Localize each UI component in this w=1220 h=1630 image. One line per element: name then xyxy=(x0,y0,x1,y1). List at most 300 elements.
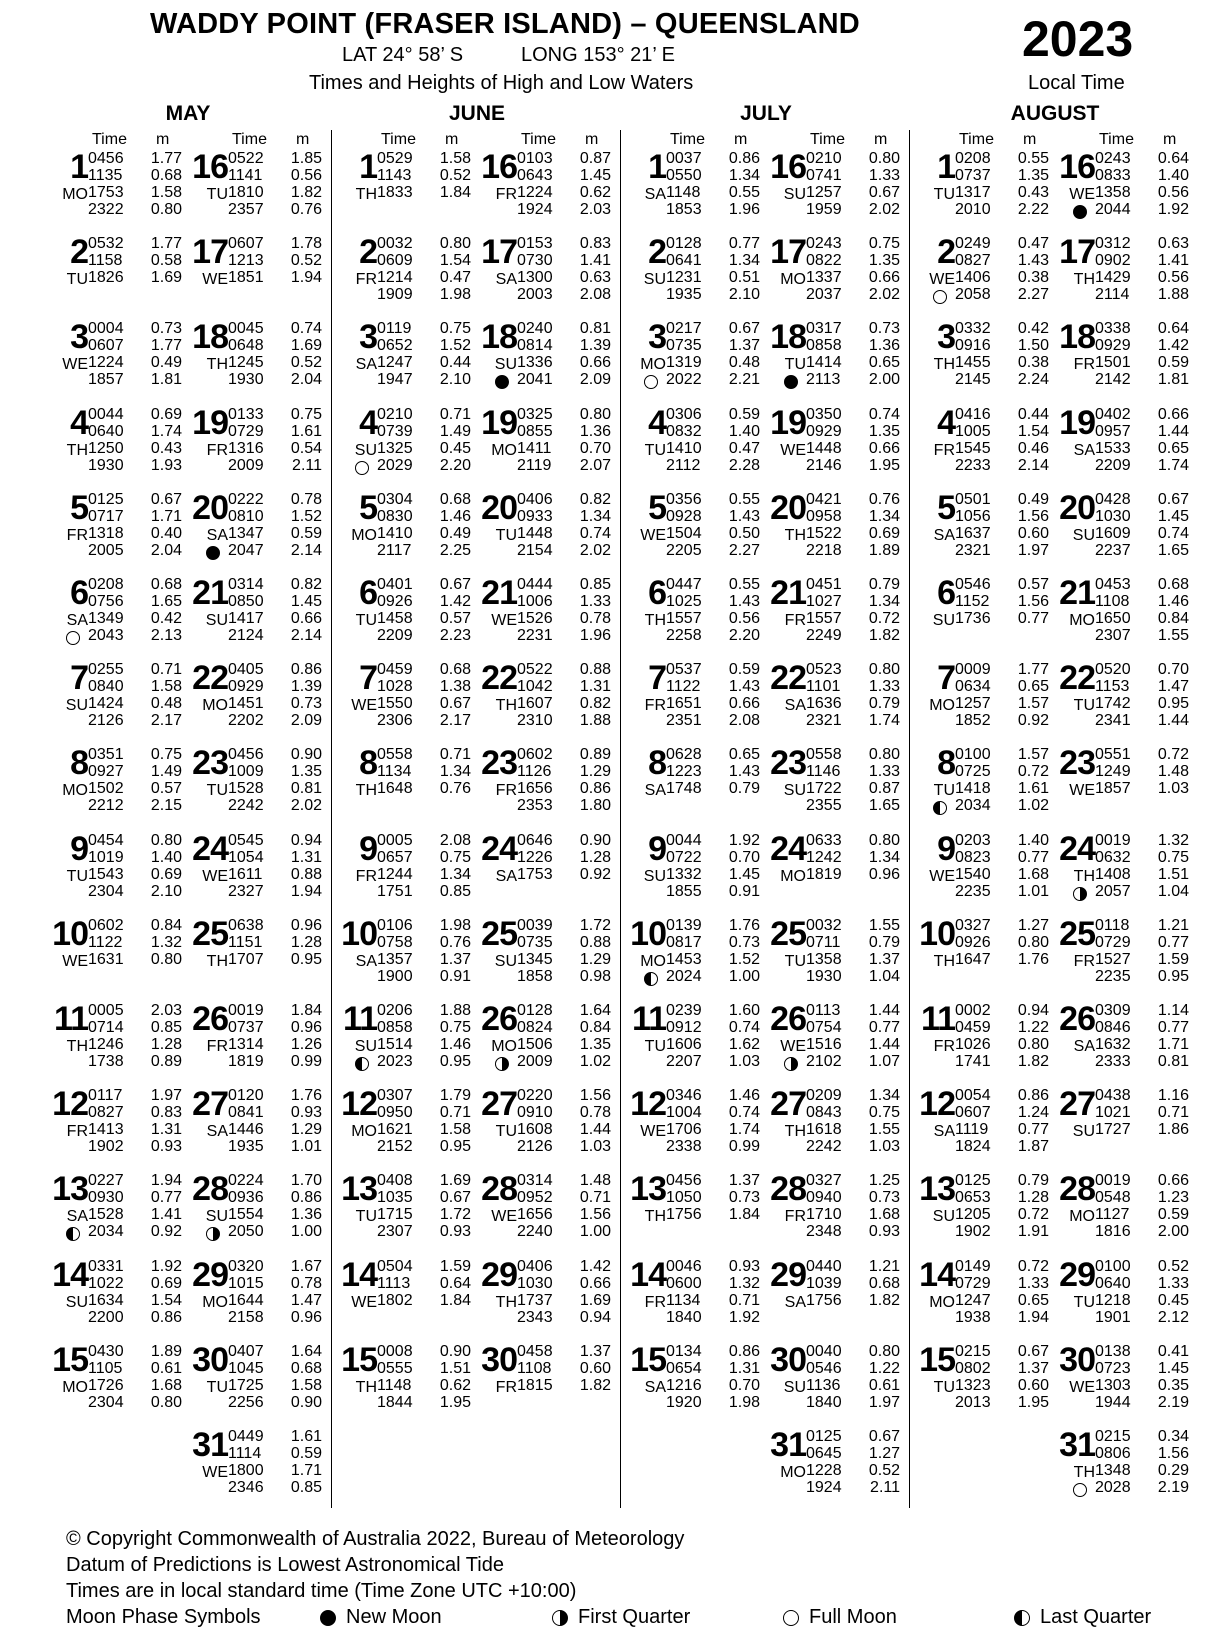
tide-time: 2249 xyxy=(806,627,842,644)
tide-time: 1947 xyxy=(377,371,413,389)
day-entry xyxy=(52,830,190,912)
tide-reading xyxy=(1095,286,1195,303)
tide-reading xyxy=(88,269,188,286)
tide-height: 1.48 xyxy=(1157,763,1189,781)
tide-height: 1.51 xyxy=(439,1359,471,1377)
tide-height: 0.43 xyxy=(150,439,182,457)
tide-reading xyxy=(377,1223,477,1240)
day-number: 20 xyxy=(1059,488,1095,527)
tide-reading xyxy=(955,371,1055,388)
tide-reading xyxy=(955,883,1055,900)
tide-reading xyxy=(228,1462,328,1479)
day-number: 22 xyxy=(1059,659,1095,698)
tide-time: 0327 xyxy=(955,916,991,934)
year-label: 2023 xyxy=(1022,11,1134,67)
tide-height: 0.67 xyxy=(868,184,900,201)
tide-time: 2145 xyxy=(955,371,991,389)
tide-reading xyxy=(377,1019,477,1036)
tide-time: 0317 xyxy=(806,320,842,338)
tide-reading xyxy=(806,1087,906,1104)
tide-height: 0.67 xyxy=(868,1428,900,1445)
tide-reading xyxy=(1095,1172,1195,1189)
day-number: 5 xyxy=(648,488,666,527)
tide-height: 0.84 xyxy=(1157,610,1189,627)
day-entry xyxy=(52,1170,190,1252)
tide-reading xyxy=(517,1172,617,1189)
tide-reading xyxy=(228,184,328,201)
tide-height: 1.43 xyxy=(728,593,760,610)
tide-height: 1.68 xyxy=(1017,865,1049,883)
tide-time: 0827 xyxy=(88,1104,124,1122)
tide-height: 0.98 xyxy=(579,967,611,985)
tide-height: 1.76 xyxy=(290,1087,322,1105)
tide-height: 1.39 xyxy=(290,678,322,696)
day-entry xyxy=(192,404,330,486)
tide-height: 1.28 xyxy=(150,1036,182,1053)
tide-height: 0.57 xyxy=(1017,576,1049,593)
tide-reading xyxy=(88,1104,188,1121)
tide-height: 1.84 xyxy=(728,1206,760,1224)
tide-height: 0.68 xyxy=(1157,576,1189,593)
tide-time: 1753 xyxy=(517,865,553,883)
tide-time: 0646 xyxy=(517,831,553,849)
tide-reading xyxy=(228,1002,328,1019)
tide-height: 0.85 xyxy=(579,576,611,593)
tide-height: 2.25 xyxy=(439,541,471,559)
tide-height: 0.90 xyxy=(439,1342,471,1360)
tide-time: 0546 xyxy=(955,576,991,593)
tide-height: 1.34 xyxy=(728,252,760,270)
day-number: 31 xyxy=(770,1426,806,1464)
month-name: JULY xyxy=(740,102,792,125)
tide-reading xyxy=(1095,780,1195,797)
tide-time: 1526 xyxy=(517,610,553,627)
tide-height: 0.70 xyxy=(728,848,760,866)
tide-height: 1.28 xyxy=(1017,1189,1049,1207)
tide-height: 1.01 xyxy=(290,1138,322,1156)
tide-height: 0.81 xyxy=(290,780,322,798)
tide-time: 1030 xyxy=(517,1274,553,1292)
tide-height: 1.39 xyxy=(579,337,611,355)
day-number: 1 xyxy=(359,148,377,186)
weekday-label: TH xyxy=(355,186,377,203)
tide-reading xyxy=(806,1292,906,1309)
tide-height: 0.80 xyxy=(150,831,182,849)
tide-height: 1.76 xyxy=(728,916,760,934)
tide-height: 1.72 xyxy=(439,1206,471,1224)
tide-height: 1.34 xyxy=(728,167,760,184)
tide-time: 1528 xyxy=(228,780,264,798)
tide-height: 1.21 xyxy=(1157,916,1189,934)
tide-reading xyxy=(517,1019,617,1036)
day-number: 23 xyxy=(481,744,517,783)
tide-height: 1.62 xyxy=(728,1036,760,1053)
tide-reading xyxy=(517,917,617,934)
tide-height: 1.58 xyxy=(290,1376,322,1394)
tide-time: 0754 xyxy=(806,1019,842,1036)
tide-time: 0005 xyxy=(88,1002,124,1019)
day-number: 28 xyxy=(481,1170,517,1209)
tide-reading xyxy=(955,866,1055,883)
tide-time: 1424 xyxy=(88,695,124,713)
tide-time: 2142 xyxy=(1095,371,1131,389)
tide-height: 1.58 xyxy=(439,150,471,167)
tide-time: 0002 xyxy=(955,1002,991,1019)
tide-reading xyxy=(517,593,617,610)
tide-height: 0.66 xyxy=(868,439,900,457)
tide-reading xyxy=(955,235,1055,252)
tide-height: 0.49 xyxy=(150,354,182,372)
tide-time: 1935 xyxy=(228,1138,264,1156)
tide-time: 1218 xyxy=(1095,1291,1131,1309)
tide-time: 0106 xyxy=(377,916,413,934)
tide-time: 0456 xyxy=(666,1172,702,1190)
copyright-note: © Copyright Commonwealth of Australia 2022, Bureau of Meteorology xyxy=(66,1528,685,1550)
day-entry xyxy=(1059,659,1197,741)
weekday-label: FR xyxy=(495,1378,517,1396)
tide-height: 0.93 xyxy=(439,1223,471,1241)
tide-time: 1742 xyxy=(1095,695,1131,713)
tide-time: 0930 xyxy=(88,1189,124,1207)
first-quarter-moon-icon xyxy=(552,1610,568,1626)
tide-time: 1153 xyxy=(1095,678,1130,696)
tide-reading xyxy=(88,780,188,797)
tide-time: 2113 xyxy=(806,371,841,389)
tide-time: 0451 xyxy=(806,576,842,593)
tide-height: 0.73 xyxy=(728,933,760,951)
tide-height: 1.33 xyxy=(1017,1274,1049,1292)
tide-reading xyxy=(955,150,1055,167)
day-entry xyxy=(630,1085,768,1167)
day-number: 14 xyxy=(52,1255,88,1294)
tide-reading xyxy=(88,320,188,337)
tide-reading xyxy=(806,1258,906,1275)
tide-time: 0134 xyxy=(666,1342,702,1360)
tide-reading xyxy=(1095,1036,1195,1053)
day-entry xyxy=(770,1341,908,1423)
tide-reading xyxy=(955,797,1055,814)
tide-height: 0.45 xyxy=(439,439,471,457)
tide-reading xyxy=(88,832,188,849)
tide-time: 0817 xyxy=(666,933,702,951)
tide-reading xyxy=(88,1002,188,1019)
weekday-label: TH xyxy=(1073,1464,1095,1481)
tide-reading xyxy=(955,1258,1055,1275)
tide-time: 1250 xyxy=(88,439,124,457)
tide-height: 1.24 xyxy=(1017,1104,1049,1122)
tide-reading xyxy=(228,627,328,644)
tide-reading xyxy=(377,1172,477,1189)
tide-reading xyxy=(955,593,1055,610)
weekday-label: WE xyxy=(1069,1378,1095,1396)
day-entry xyxy=(919,830,1057,912)
day-entry xyxy=(919,574,1057,656)
tide-reading xyxy=(228,1019,328,1036)
tide-reading xyxy=(806,440,906,457)
tide-time: 1223 xyxy=(666,763,702,781)
tide-reading xyxy=(666,423,766,440)
tide-reading xyxy=(228,883,328,900)
tide-height: 1.95 xyxy=(868,456,900,474)
tide-reading xyxy=(666,235,766,252)
tide-reading xyxy=(806,968,906,985)
tide-time: 1317 xyxy=(955,184,991,201)
tide-reading xyxy=(517,610,617,627)
tide-time: 0125 xyxy=(88,490,124,508)
day-number: 10 xyxy=(630,914,666,953)
tide-time: 1756 xyxy=(806,1291,842,1309)
tide-reading xyxy=(1095,542,1195,559)
day-entry xyxy=(630,1170,768,1252)
day-entry xyxy=(52,148,190,230)
tide-reading xyxy=(1095,678,1195,695)
tide-time: 0717 xyxy=(88,507,124,525)
last-quarter-moon-icon xyxy=(644,972,658,986)
day-number: 4 xyxy=(648,403,666,442)
tide-reading xyxy=(377,1206,477,1223)
weekday-label: TU xyxy=(355,1208,377,1226)
tide-height: 2.02 xyxy=(290,797,322,815)
tide-height: 0.76 xyxy=(439,933,471,951)
tide-reading xyxy=(88,917,188,934)
weekday-label: SA xyxy=(1073,1038,1095,1055)
tide-reading xyxy=(517,508,617,525)
tide-reading xyxy=(666,457,766,474)
tide-height: 0.93 xyxy=(290,1104,322,1122)
tide-height: 0.66 xyxy=(579,354,611,372)
day-number: 13 xyxy=(919,1170,955,1209)
day-number: 7 xyxy=(70,659,88,698)
tide-reading xyxy=(517,1309,617,1326)
day-entry xyxy=(341,489,479,571)
tide-reading xyxy=(228,763,328,780)
tide-reading xyxy=(228,1138,328,1155)
tide-reading xyxy=(1095,934,1195,951)
tide-reading xyxy=(517,440,617,457)
day-number: 8 xyxy=(937,744,955,783)
tide-reading xyxy=(88,883,188,900)
weekday-label: FR xyxy=(495,186,517,203)
tide-height: 2.02 xyxy=(868,286,900,304)
tide-time: 0737 xyxy=(955,167,991,184)
tide-reading xyxy=(88,1172,188,1189)
day-entry xyxy=(341,404,479,486)
tide-height: 1.92 xyxy=(728,1308,760,1326)
day-entry xyxy=(192,744,330,826)
tide-height: 0.73 xyxy=(150,320,182,338)
tide-time: 1528 xyxy=(88,1206,124,1224)
weekday-label: SU xyxy=(932,1208,955,1226)
tide-time: 2037 xyxy=(806,286,842,304)
tide-height: 0.60 xyxy=(579,1359,611,1377)
weekday-label: WE xyxy=(929,271,955,289)
tide-reading xyxy=(666,1360,766,1377)
tide-height: 0.75 xyxy=(1157,848,1189,866)
height-column-header: m xyxy=(445,131,459,148)
tide-time: 0824 xyxy=(517,1019,553,1036)
tide-height: 0.44 xyxy=(1017,405,1049,423)
tide-reading xyxy=(806,678,906,695)
tide-time: 1303 xyxy=(1095,1376,1131,1394)
tide-height: 1.03 xyxy=(728,1053,760,1070)
tide-height: 1.49 xyxy=(150,763,182,781)
tide-height: 2.20 xyxy=(728,627,760,644)
day-entry xyxy=(341,1170,479,1252)
full-moon-icon xyxy=(783,1610,799,1626)
tide-time: 1636 xyxy=(806,695,842,713)
tide-reading xyxy=(806,1121,906,1138)
tide-reading xyxy=(666,542,766,559)
tide-reading xyxy=(88,576,188,593)
tide-height: 1.32 xyxy=(728,1274,760,1292)
tide-height: 0.66 xyxy=(290,610,322,627)
tide-reading xyxy=(377,951,477,968)
tide-time: 1938 xyxy=(955,1308,991,1326)
tide-height: 0.69 xyxy=(868,524,900,542)
tide-height: 1.61 xyxy=(290,1428,322,1445)
day-number: 15 xyxy=(630,1340,666,1379)
tide-reading xyxy=(666,201,766,218)
tide-time: 2013 xyxy=(955,1393,991,1411)
tide-reading xyxy=(1095,1121,1195,1138)
tide-height: 0.79 xyxy=(868,576,900,593)
day-entry xyxy=(770,1256,908,1338)
tide-reading xyxy=(228,1172,328,1189)
tide-reading xyxy=(228,610,328,627)
tide-height: 2.17 xyxy=(439,712,471,730)
tide-time: 1214 xyxy=(377,269,413,287)
tide-reading xyxy=(1095,661,1195,678)
tide-height: 2.17 xyxy=(150,712,182,730)
tide-height: 1.34 xyxy=(439,763,471,781)
tide-height: 1.43 xyxy=(728,507,760,525)
tide-time: 0454 xyxy=(88,831,124,849)
tide-reading xyxy=(88,678,188,695)
day-number: 13 xyxy=(52,1170,88,1209)
tide-height: 1.65 xyxy=(1157,541,1189,559)
tide-height: 2.02 xyxy=(868,201,900,218)
tide-time: 1300 xyxy=(517,269,553,287)
tide-time: 0523 xyxy=(806,661,842,679)
tide-time: 1127 xyxy=(1095,1206,1130,1224)
tide-time: 2307 xyxy=(1095,627,1131,644)
tide-height: 1.35 xyxy=(1017,167,1049,184)
weekday-label: MO xyxy=(1069,1208,1095,1226)
tide-height: 1.71 xyxy=(150,507,182,525)
tide-time: 1135 xyxy=(88,167,123,184)
tide-height: 1.69 xyxy=(290,337,322,355)
tide-time: 1833 xyxy=(377,184,413,201)
tide-height: 0.67 xyxy=(439,1189,471,1207)
tide-reading xyxy=(517,406,617,423)
tide-time: 1651 xyxy=(666,695,702,713)
tide-reading xyxy=(517,252,617,269)
tide-time: 2304 xyxy=(88,882,124,900)
tide-time: 0758 xyxy=(377,933,413,951)
tide-height: 0.93 xyxy=(868,1223,900,1241)
day-number: 8 xyxy=(648,744,666,783)
tide-time: 0320 xyxy=(228,1257,264,1275)
tide-reading xyxy=(228,1223,328,1240)
tide-reading xyxy=(1095,491,1195,508)
full-moon-icon xyxy=(933,290,947,304)
tide-height: 1.37 xyxy=(579,1342,611,1360)
tide-time: 0449 xyxy=(228,1428,264,1445)
tide-time: 0046 xyxy=(666,1257,702,1275)
tide-time: 0153 xyxy=(517,235,553,253)
tide-time: 0113 xyxy=(806,1002,841,1019)
tide-reading xyxy=(1095,150,1195,167)
tide-time: 1141 xyxy=(228,167,263,184)
tide-height: 1.80 xyxy=(579,797,611,815)
time-column-header: Time xyxy=(959,131,994,148)
tide-reading xyxy=(88,712,188,729)
tide-time: 1852 xyxy=(955,712,991,730)
tide-time: 0756 xyxy=(88,593,124,610)
tide-time: 0405 xyxy=(228,661,264,679)
tide-height: 1.87 xyxy=(1017,1138,1049,1156)
tide-height: 0.51 xyxy=(728,269,760,287)
day-entry xyxy=(1059,1000,1197,1082)
tide-time: 1606 xyxy=(666,1036,702,1053)
tide-reading xyxy=(1095,1258,1195,1275)
tide-reading xyxy=(1095,883,1195,900)
first-quarter-moon-icon xyxy=(495,1057,509,1071)
tide-reading xyxy=(377,1377,477,1394)
weekday-label: FR xyxy=(355,271,377,289)
tide-height: 0.80 xyxy=(150,201,182,218)
tide-reading xyxy=(955,184,1055,201)
tide-height: 0.80 xyxy=(868,150,900,167)
day-number: 30 xyxy=(192,1340,228,1379)
tide-reading xyxy=(1095,1002,1195,1019)
day-entry xyxy=(52,915,190,997)
tide-height: 0.49 xyxy=(439,524,471,542)
weekday-label: TU xyxy=(206,782,228,800)
tide-height: 0.74 xyxy=(728,1104,760,1122)
tide-reading xyxy=(955,542,1055,559)
day-number: 21 xyxy=(192,574,228,612)
tide-reading xyxy=(955,917,1055,934)
tide-height: 0.85 xyxy=(150,1019,182,1036)
tide-time: 0459 xyxy=(955,1019,991,1036)
tide-reading xyxy=(517,1360,617,1377)
tide-height: 0.68 xyxy=(150,576,182,593)
day-number: 28 xyxy=(192,1170,228,1209)
tide-time: 1453 xyxy=(666,950,702,968)
tide-reading xyxy=(377,712,477,729)
tide-time: 1550 xyxy=(377,695,413,713)
tide-reading xyxy=(1095,337,1195,354)
tide-reading xyxy=(666,167,766,184)
tide-reading xyxy=(88,354,188,371)
tide-time: 0929 xyxy=(1095,337,1131,355)
tide-height: 0.62 xyxy=(439,1376,471,1394)
tide-reading xyxy=(517,235,617,252)
tide-height: 0.64 xyxy=(439,1274,471,1292)
tide-height: 1.44 xyxy=(868,1036,900,1053)
tide-time: 0537 xyxy=(666,661,702,679)
tide-height: 0.68 xyxy=(439,661,471,679)
day-number: 25 xyxy=(1059,914,1095,953)
tide-reading xyxy=(517,320,617,337)
new-moon-icon xyxy=(206,546,220,560)
weekday-label: SA xyxy=(66,1208,88,1226)
tide-height: 0.73 xyxy=(868,1189,900,1207)
tide-time: 2003 xyxy=(517,286,553,304)
tide-height: 1.47 xyxy=(1157,678,1189,696)
tide-time: 1819 xyxy=(228,1053,264,1070)
